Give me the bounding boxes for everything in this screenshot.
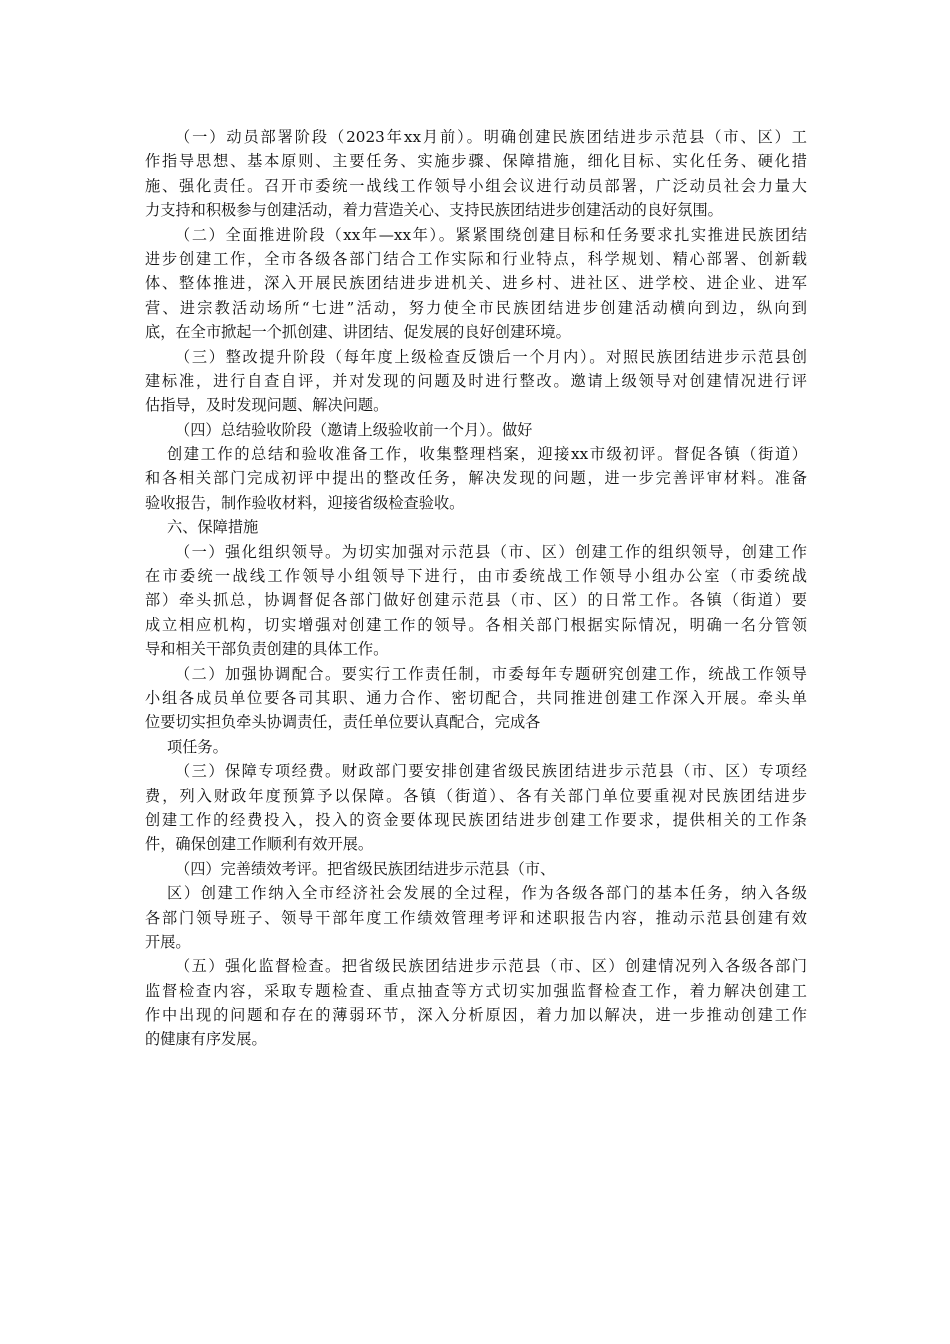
text-line: 估指导，及时发现问题、解决问题。 bbox=[145, 396, 389, 415]
text-line: 底，在全市掀起一个抓创建、讲团结、促发展的良好创建环境。 bbox=[145, 323, 571, 342]
text-line: 营、进宗教活动场所“七进”活动，努力使全市民族团结进步创建活动横向到边，纵向到 bbox=[145, 298, 807, 317]
text-line: 项任务。 bbox=[167, 737, 228, 756]
text-line: 费，列入财政年度预算予以保障。各镇（街道）、各有关部门单位要重视对民族团结进步 bbox=[145, 786, 807, 805]
text-line: 成立相应机构，切实增强对创建工作的领导。各相关部门根据实际情况，明确一名分管领 bbox=[145, 615, 807, 634]
text-line: （一）强化组织领导。为切实加强对示范县（市、区）创建工作的组织领导，创建工作 bbox=[175, 542, 807, 561]
text-line: 部）牵头抓总，协调督促各部门做好创建示范县（市、区）的日常工作。各镇（街道）要 bbox=[145, 591, 807, 610]
text-line: 建标准，进行自查自评，并对发现的问题及时进行整改。邀请上级领导对创建情况进行评 bbox=[145, 371, 807, 390]
text-line: 各部门领导班子、领导干部年度工作绩效管理考评和述职报告内容，推动示范县创建有效 bbox=[145, 908, 807, 927]
text-line: （五）强化监督检查。把省级民族团结进步示范县（市、区）创建情况列入各级各部门 bbox=[175, 957, 807, 976]
text-line: 导和相关干部负责创建的具体工作。 bbox=[145, 640, 389, 659]
text-line: 体、整体推进，深入开展民族团结进步进机关、进乡村、进社区、进学校、进企业、进军 bbox=[145, 274, 807, 293]
text-line: （一）动员部署阶段（2023年xx月前）。明确创建民族团结进步示范县（市、区）工 bbox=[175, 128, 807, 146]
text-line: 施、强化责任。召开市委统一战线工作领导小组会议进行动员部署，广泛动员社会力量大 bbox=[145, 176, 807, 195]
text-line: 作中出现的问题和存在的薄弱环节，深入分析原因，着力加以解决，进一步推动创建工作 bbox=[145, 1006, 807, 1025]
text-line: 创建工作的总结和验收准备工作，收集整理档案，迎接xx市级初评。督促各镇（街道） bbox=[167, 445, 807, 464]
text-line: 和各相关部门完成初评中提出的整改任务，解决发现的问题，进一步完善评审材料。准备 bbox=[145, 469, 807, 488]
text-line: 件，确保创建工作顺利有效开展。 bbox=[145, 835, 374, 854]
text-line: （二）全面推进阶段（xx年—xx年）。紧紧围绕创建目标和任务要求扎实推进民族团结 bbox=[175, 225, 807, 244]
text-line: 在市委统一战线工作领导小组领导下进行，由市委统战工作领导小组办公室（市委统战 bbox=[145, 567, 807, 586]
text-line: 力支持和积极参与创建活动，着力营造关心、支持民族团结进步创建活动的良好氛围。 bbox=[145, 201, 723, 220]
document-body bbox=[145, 125, 807, 1052]
text-line: （四）完善绩效考评。把省级民族团结进步示范县（市、 bbox=[175, 859, 556, 878]
text-line: 进步创建工作，全市各级各部门结合工作实际和行业特点，科学规划、精心部署、创新载 bbox=[145, 249, 807, 268]
text-line: 位要切实担负牵头协调责任，责任单位要认真配合，完成各 bbox=[145, 713, 541, 732]
text-line: （三）保障专项经费。财政部门要安排创建省级民族团结进步示范县（市、区）专项经 bbox=[175, 762, 807, 781]
text-line: 的健康有序发展。 bbox=[145, 1030, 267, 1049]
text-line: 小组各成员单位要各司其职、通力合作、密切配合，共同推进创建工作深入开展。牵头单 bbox=[145, 688, 807, 707]
text-line: （二）加强协调配合。要实行工作责任制，市委每年专题研究创建工作，统战工作领导 bbox=[175, 664, 807, 683]
text-line: 创建工作的经费投入，投入的资金要体现民族团结进步创建工作要求，提供相关的工作条 bbox=[145, 810, 807, 829]
text-line: 作指导思想、基本原则、主要任务、实施步骤、保障措施，细化目标、实化任务、硬化措 bbox=[145, 152, 807, 171]
text-line: 验收报告，制作验收材料，迎接省级检查验收。 bbox=[145, 493, 465, 512]
text-line: （三）整改提升阶段（每年度上级检查反馈后一个月内）。对照民族团结进步示范县创 bbox=[175, 347, 807, 366]
text-line: （四）总结验收阶段（邀请上级验收前一个月）。做好 bbox=[175, 420, 533, 439]
text-line: 六、保障措施 bbox=[167, 518, 259, 537]
text-line: 区）创建工作纳入全市经济社会发展的全过程，作为各级各部门的基本任务，纳入各级 bbox=[167, 884, 807, 903]
text-line: 监督检查内容，采取专题检查、重点抽查等方式切实加强监督检查工作，着力解决创建工 bbox=[145, 981, 807, 1000]
text-line: 开展。 bbox=[145, 932, 191, 951]
